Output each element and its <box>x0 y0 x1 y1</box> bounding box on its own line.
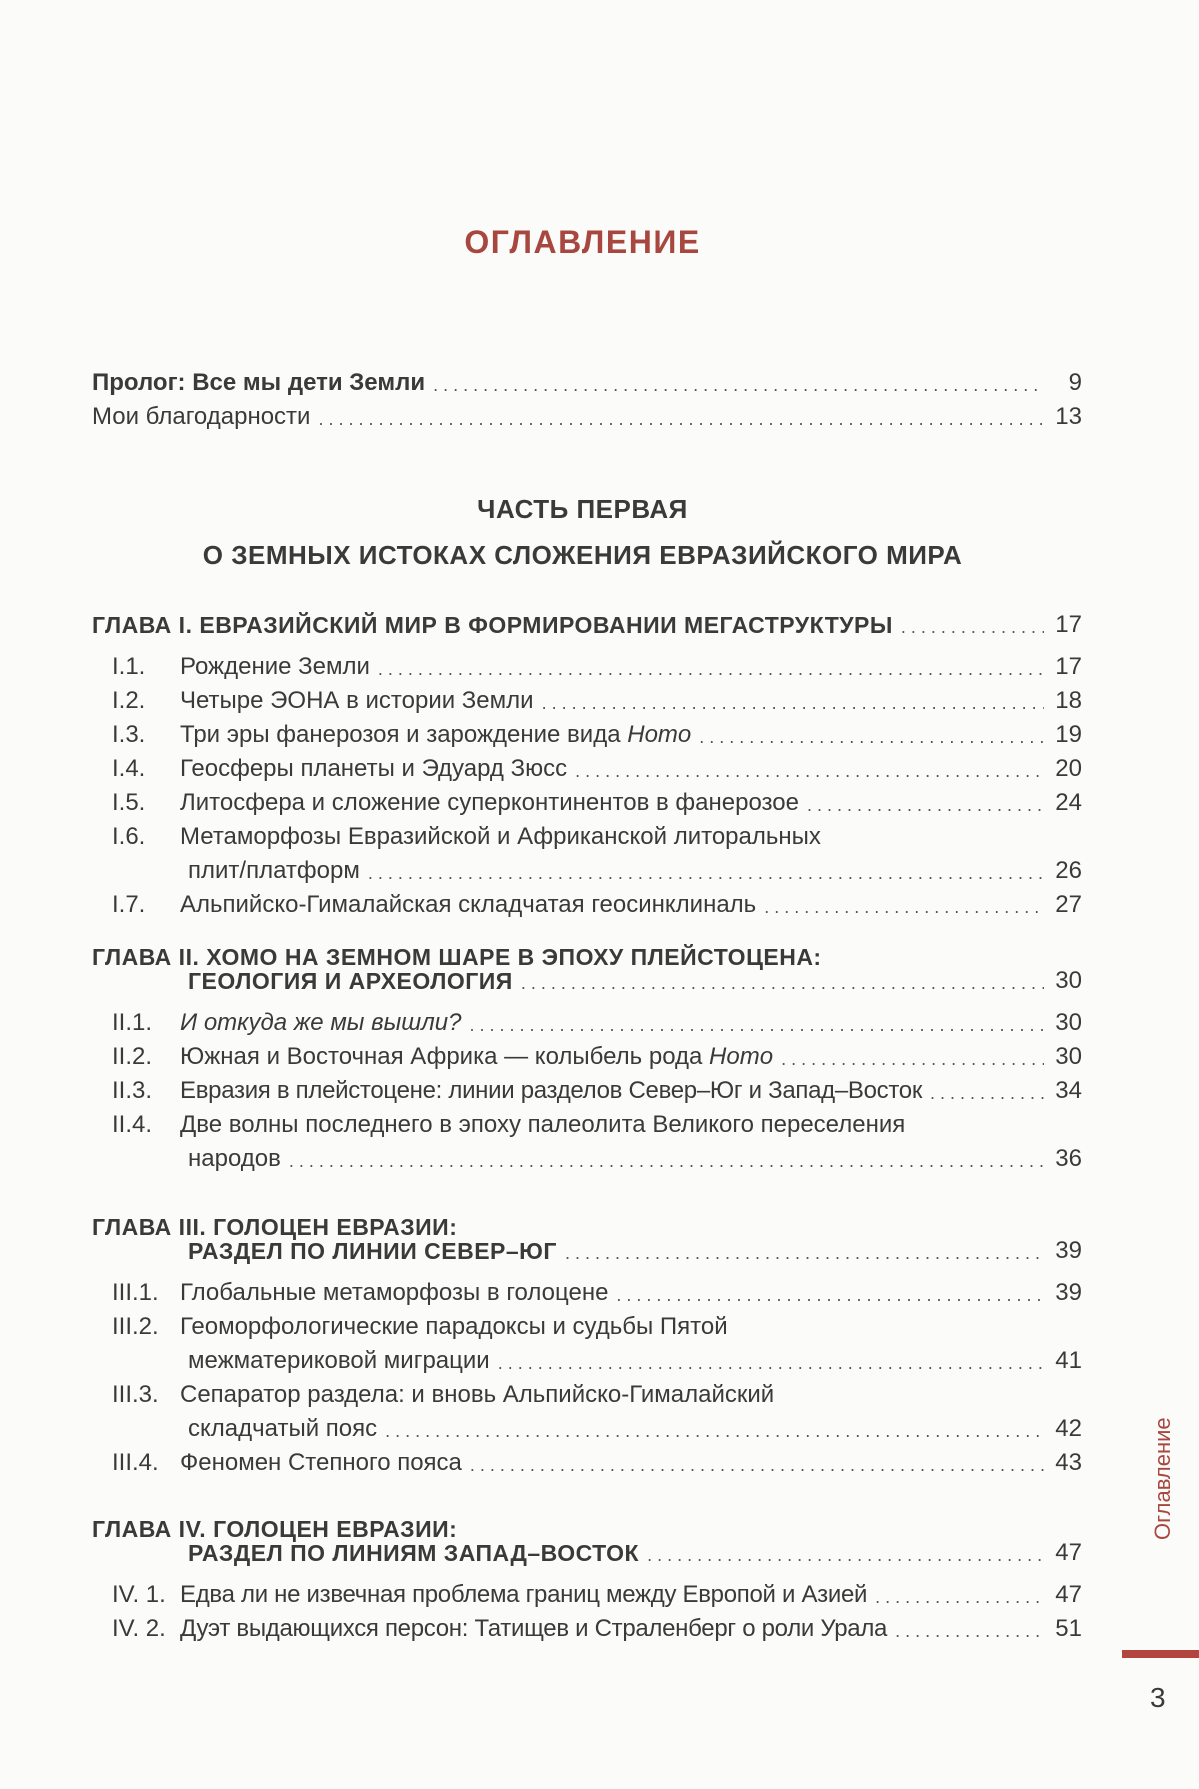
dot-leader <box>616 1282 1044 1308</box>
dot-leader <box>385 1418 1044 1444</box>
part-title-line1: ЧАСТЬ ПЕРВАЯ <box>477 494 688 524</box>
toc-entry-text: Геосферы планеты и Эдуард Зюсс <box>180 755 568 782</box>
dot-leader <box>875 1584 1044 1610</box>
toc-entry-2-4[interactable] <box>92 1106 1082 1140</box>
toc-entry-text: Четыре ЭОНА в истории Земли <box>180 687 534 714</box>
chapter-title: РАЗДЕЛ ПО ЛИНИИ СЕВЕР–ЮГ <box>188 1238 557 1264</box>
text-main: Южная и Восточная Африка — колыбель рода <box>180 1043 703 1070</box>
dot-leader <box>368 860 1044 886</box>
section-number: II.2. <box>112 1043 153 1070</box>
toc-entry-3-4[interactable] <box>92 1444 1082 1478</box>
text-main: Три эры фанерозоя и зарождение вида <box>180 721 621 748</box>
dot-leader <box>378 656 1044 682</box>
page-title: ОГЛАВЛЕНИЕ <box>464 224 701 260</box>
toc-page-number: 47 <box>1055 1539 1082 1566</box>
toc-entry-4-1[interactable] <box>92 1576 1082 1610</box>
toc-entry-prolog[interactable] <box>92 364 1082 398</box>
toc-page-number: 41 <box>1055 1347 1082 1374</box>
toc-page-number: 51 <box>1055 1615 1082 1642</box>
toc-entry-2-3[interactable] <box>92 1072 1082 1106</box>
toc-page-number: 26 <box>1055 857 1082 884</box>
chapter-heading-3[interactable] <box>188 1232 1082 1266</box>
toc-entry-3-2[interactable] <box>92 1308 1082 1342</box>
toc-entry-text: Пролог: Все мы дети Земли <box>92 369 426 396</box>
section-number: I.3. <box>112 721 146 748</box>
dot-leader <box>469 1012 1044 1038</box>
toc-page-number: 13 <box>1055 403 1082 430</box>
section-number: III.1. <box>112 1279 159 1306</box>
toc-entry-3-1[interactable] <box>92 1274 1082 1308</box>
text-italic: Homo <box>627 721 692 748</box>
dot-leader <box>930 1080 1044 1106</box>
section-number: I.1. <box>112 653 146 680</box>
dot-leader <box>289 1148 1044 1174</box>
toc-entry-1-6[interactable] <box>92 818 1082 852</box>
section-number: II.3. <box>112 1077 153 1104</box>
toc-page-number: 30 <box>1055 967 1082 994</box>
section-number: I.7. <box>112 891 146 918</box>
toc-entry-text: Евразия в плейстоцене: линии разделов Север–Юг и Запад–Восток <box>180 1077 923 1104</box>
dot-leader <box>807 792 1044 818</box>
toc-page-number: 9 <box>1068 369 1082 396</box>
toc-page-number: 43 <box>1055 1449 1082 1476</box>
toc-entry-text: плит/платформ <box>188 857 360 884</box>
toc-entry-text: И откуда же мы вышли? <box>180 1009 462 1036</box>
toc-entry-2-2[interactable] <box>92 1038 1082 1072</box>
toc-page-number: 30 <box>1055 1043 1082 1070</box>
section-number: IV. 1. <box>112 1581 166 1608</box>
toc-entry-1-3[interactable] <box>92 716 1082 750</box>
toc-entry-text: Две волны последнего в эпоху палеолита Великого переселения <box>180 1111 906 1138</box>
toc-page-number: 17 <box>1055 653 1082 680</box>
dot-leader <box>575 758 1044 784</box>
dot-leader <box>542 690 1044 716</box>
dot-leader <box>895 1618 1044 1644</box>
dot-leader <box>498 1350 1044 1376</box>
toc-entry-text: Литосфера и сложение суперконтинентов в фанерозое <box>180 789 799 816</box>
text-italic: Homo <box>709 1043 774 1070</box>
dot-leader <box>699 724 1044 750</box>
toc-entry-text: Рождение Земли <box>180 653 370 680</box>
toc-page-number: 39 <box>1055 1237 1082 1264</box>
toc-entry-text: межматериковой миграции <box>188 1347 490 1374</box>
section-number: I.4. <box>112 755 146 782</box>
section-number: I.5. <box>112 789 146 816</box>
dot-leader <box>521 970 1044 996</box>
section-number: II.1. <box>112 1009 153 1036</box>
toc-page-number: 18 <box>1055 687 1082 714</box>
chapter-heading-4[interactable] <box>188 1534 1082 1568</box>
dot-leader <box>647 1542 1044 1568</box>
part-title-line2: О ЗЕМНЫХ ИСТОКАХ СЛОЖЕНИЯ ЕВРАЗИЙСКОГО МИРА <box>202 540 963 570</box>
toc-page-number: 42 <box>1055 1415 1082 1442</box>
side-accent-bar <box>1122 1650 1199 1658</box>
toc-entry-text: складчатый пояс <box>188 1415 378 1442</box>
toc-entry-2-4-cont[interactable] <box>188 1140 1082 1174</box>
toc-entry-text: Геоморфологические парадоксы и судьбы Пятой <box>180 1313 728 1340</box>
section-number: IV. 2. <box>112 1615 166 1642</box>
chapter-heading-3-line1[interactable]: ГЛАВА III. ГОЛОЦЕН ЕВРАЗИИ: <box>92 1214 458 1240</box>
chapter-title: ГЕОЛОГИЯ И АРХЕОЛОГИЯ <box>188 968 513 994</box>
toc-page-number: 17 <box>1055 611 1082 638</box>
toc-entry-1-7[interactable] <box>92 886 1082 920</box>
toc-entry-1-4[interactable] <box>92 750 1082 784</box>
chapter-heading-2-line1[interactable]: ГЛАВА II. ХОМО НА ЗЕМНОМ ШАРЕ В ЭПОХУ ПЛЕЙСТОЦЕНА: <box>92 944 822 970</box>
toc-page-number: 27 <box>1055 891 1082 918</box>
toc-entry-text <box>180 1042 773 1072</box>
toc-page-number: 36 <box>1055 1145 1082 1172</box>
chapter-heading-2[interactable] <box>188 962 1082 996</box>
toc-entry-text: Сепаратор раздела: и вновь Альпийско-Гималайский <box>180 1381 775 1408</box>
dot-leader <box>781 1046 1044 1072</box>
toc-entry-text: Альпийско-Гималайская складчатая геосинклиналь <box>180 891 757 918</box>
toc-entry-4-2[interactable] <box>92 1610 1082 1644</box>
toc-entry-1-1[interactable] <box>92 648 1082 682</box>
toc-page-number: 34 <box>1055 1077 1082 1104</box>
side-section-label: Оглавление <box>1150 1417 1175 1540</box>
toc-page-number: 39 <box>1055 1279 1082 1306</box>
chapter-heading-4-line1[interactable]: ГЛАВА IV. ГОЛОЦЕН ЕВРАЗИИ: <box>92 1516 458 1542</box>
dot-leader <box>565 1240 1044 1266</box>
section-number: III.2. <box>112 1313 159 1340</box>
toc-page-number: 30 <box>1055 1009 1082 1036</box>
dot-leader <box>318 406 1044 432</box>
toc-page-number: 47 <box>1055 1581 1082 1608</box>
section-number: III.3. <box>112 1381 159 1408</box>
dot-leader <box>470 1452 1044 1478</box>
toc-entry-text: Дуэт выдающихся персон: Татищев и Страленберг о роли Урала <box>180 1615 888 1642</box>
toc-entry-text <box>180 720 691 750</box>
toc-entry-text: Глобальные метаморфозы в голоцене <box>180 1279 609 1306</box>
toc-entry-text: народов <box>188 1145 281 1172</box>
section-number: I.6. <box>112 823 146 850</box>
toc-page-number: 20 <box>1055 755 1082 782</box>
toc-entry-text: Метаморфозы Евразийской и Африканской литоральных <box>180 823 821 850</box>
section-number: II.4. <box>112 1111 153 1138</box>
section-number: I.2. <box>112 687 146 714</box>
chapter-title: ГЛАВА I. ЕВРАЗИЙСКИЙ МИР В ФОРМИРОВАНИИ МЕГАСТРУКТУРЫ <box>92 612 893 638</box>
toc-entry-text: Феномен Степного пояса <box>180 1449 462 1476</box>
toc-entry-1-5[interactable] <box>92 784 1082 818</box>
dot-leader <box>764 894 1044 920</box>
toc-page-number: 24 <box>1055 789 1082 816</box>
toc-entry-1-2[interactable] <box>92 682 1082 716</box>
toc-page-number: 19 <box>1055 721 1082 748</box>
toc-entry-3-3-cont[interactable] <box>188 1410 1082 1444</box>
toc-entry-text: Мои благодарности <box>92 403 311 430</box>
toc-entry-3-3[interactable] <box>92 1376 1082 1410</box>
chapter-title: РАЗДЕЛ ПО ЛИНИЯМ ЗАПАД–ВОСТОК <box>188 1540 640 1566</box>
page-number: 3 <box>1150 1682 1166 1713</box>
toc-entry-acknowledgements[interactable] <box>92 398 1082 432</box>
dot-leader <box>901 614 1044 640</box>
toc-entry-2-1[interactable] <box>92 1004 1082 1038</box>
toc-entry-3-2-cont[interactable] <box>188 1342 1082 1376</box>
toc-entry-text: Едва ли не извечная проблема границ между Европой и Азией <box>180 1581 868 1608</box>
section-number: III.4. <box>112 1449 159 1476</box>
dot-leader <box>433 372 1044 398</box>
toc-entry-1-6-cont[interactable] <box>188 852 1082 886</box>
chapter-heading-1[interactable] <box>92 606 1082 640</box>
